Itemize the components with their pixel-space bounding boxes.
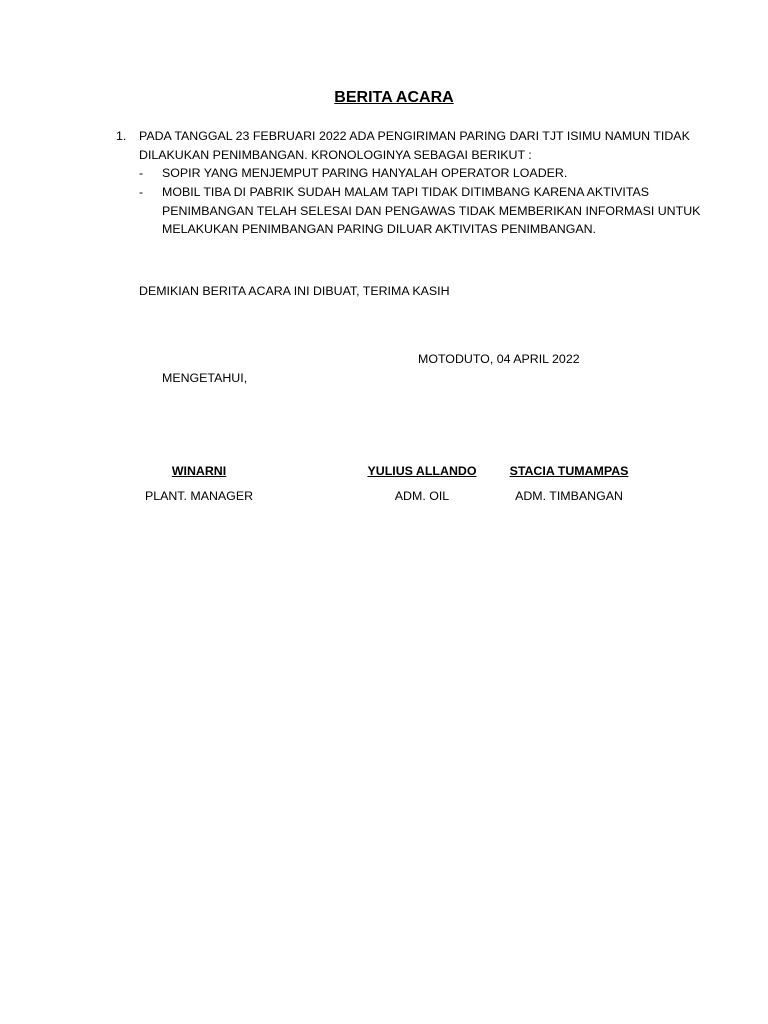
signatory-role: ADM. OIL (394, 489, 450, 503)
signature-block-1 (119, 462, 279, 506)
signature-block-2 (342, 462, 502, 506)
document-title: BERITA ACARA (334, 89, 454, 106)
signatory-name: YULIUS ALLANDO (367, 464, 477, 478)
acknowledged-label: MENGETAHUI, (162, 371, 248, 385)
bullet-2-line-1: MOBIL TIBA DI PABRIK SUDAH MALAM TAPI TIDAK DITIMBANG KARENA AKTIVITAS (162, 185, 650, 199)
bullet-2-line-2: PENIMBANGAN TELAH SELESAI DAN PENGAWAS TIDAK MEMBERIKAN INFORMASI UNTUK (162, 204, 701, 218)
item-number: 1. (116, 129, 127, 143)
signature-block-3 (489, 462, 649, 506)
bullet-marker-1: - (139, 166, 144, 180)
bullet-marker-2: - (139, 185, 144, 199)
bullet-1-line-1: SOPIR YANG MENJEMPUT PARING HANYALAH OPERATOR LOADER. (162, 166, 568, 180)
closing-statement: DEMIKIAN BERITA ACARA INI DIBUAT, TERIMA KASIH (139, 284, 450, 298)
bullet-2-line-3: MELAKUKAN PENIMBANGAN PARING DILUAR AKTIVITAS PENIMBANGAN. (162, 222, 596, 236)
paragraph-line-1: PADA TANGGAL 23 FEBRUARI 2022 ADA PENGIRIMAN PARING DARI TJT ISIMU NAMUN TIDAK (139, 129, 690, 143)
signatory-role: PLANT. MANAGER (144, 489, 254, 503)
signatory-name: STACIA TUMAMPAS (509, 464, 629, 478)
paragraph-line-2: DILAKUKAN PENIMBANGAN. KRONOLOGINYA SEBAGAI BERIKUT : (139, 148, 532, 162)
signatory-role: ADM. TIMBANGAN (515, 489, 623, 503)
signatory-name: WINARNI (171, 464, 227, 478)
place-date: MOTODUTO, 04 APRIL 2022 (418, 352, 580, 366)
